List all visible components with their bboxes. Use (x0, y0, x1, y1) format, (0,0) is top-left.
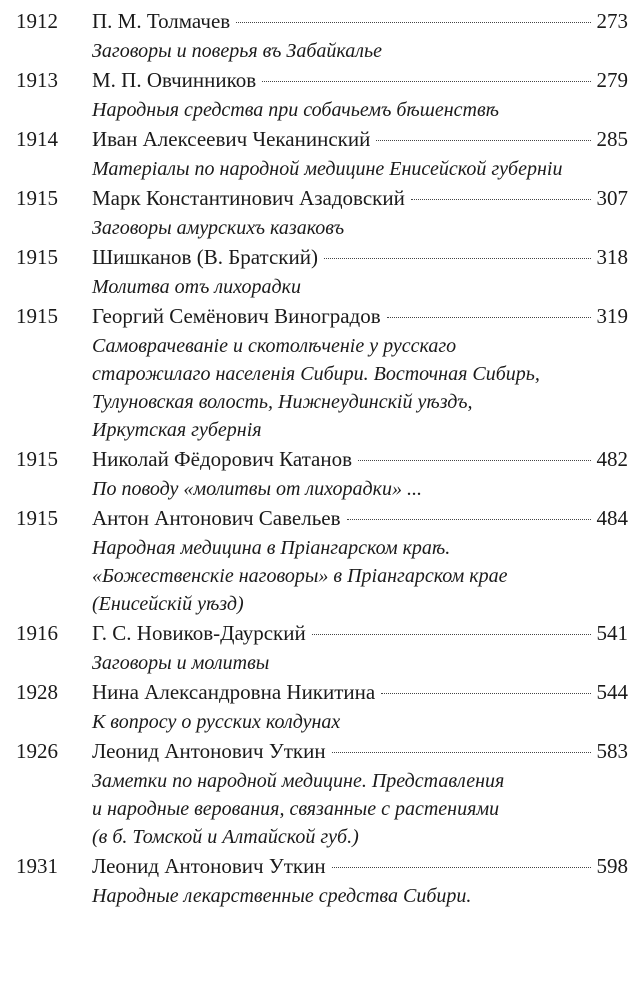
entry-author: Леонид Антонович Уткин (92, 854, 326, 878)
work-title-line: Заговоры амурскихъ казаковъ (92, 217, 345, 239)
entry-page-number: 285 (596, 127, 628, 151)
entry-author: Георгий Семёнович Виноградов (92, 304, 381, 328)
work-title-line: Заговоры и поверья въ Забайкалье (92, 40, 382, 62)
toc-entry-heading (0, 6, 640, 37)
entry-page-number: 307 (596, 186, 628, 210)
entry-work-title (0, 475, 640, 503)
work-title-line: Народная медицина в Пріангарском краѣ. (92, 537, 451, 559)
dot-leader (332, 867, 591, 868)
entry-author: Нина Александровна Никитина (92, 680, 376, 704)
entry-page-number: 541 (596, 621, 628, 645)
entry-page-number: 544 (596, 680, 628, 704)
toc-entry (0, 503, 640, 618)
toc-entry-heading (0, 444, 640, 475)
entry-author: Иван Алексеевич Чеканинский (92, 127, 371, 151)
entry-page-number: 273 (596, 9, 628, 33)
work-title-line: Матеріалы по народной медицине Енисейской губерніи (92, 158, 563, 180)
dot-leader (312, 634, 591, 635)
toc-entry-heading (0, 242, 640, 273)
work-title-line: Молитва отъ лихорадки (92, 276, 301, 298)
entry-year: 1915 (16, 245, 58, 269)
work-title-line: старожилаго населенія Сибири. Восточная Сибирь, (92, 363, 540, 385)
entry-author: Николай Фёдорович Катанов (92, 447, 353, 471)
dot-leader (262, 81, 590, 82)
entry-year: 1928 (16, 680, 58, 704)
work-title-line: Заметки по народной медицине. Представления (92, 770, 505, 792)
entry-author: Марк Константинович Азадовский (92, 186, 405, 210)
entry-work-title (0, 214, 640, 242)
entry-page-number: 583 (596, 739, 628, 763)
toc-entry-heading (0, 301, 640, 332)
entry-work-title (0, 649, 640, 677)
entry-year: 1915 (16, 304, 58, 328)
toc-entry-heading (0, 851, 640, 882)
entry-year: 1913 (16, 68, 58, 92)
toc-entry-heading (0, 503, 640, 534)
dot-leader (376, 140, 590, 141)
toc-entry-heading (0, 65, 640, 96)
entry-work-title (0, 273, 640, 301)
entry-author: П. М. Толмачев (92, 9, 231, 33)
toc-entry (0, 851, 640, 910)
work-title-line: Самоврачеваніе и скотолѣченіе у русскаго (92, 335, 457, 357)
entry-work-title (0, 96, 640, 124)
entry-page-number: 484 (596, 506, 628, 530)
toc-entry-heading (0, 677, 640, 708)
toc-entry (0, 444, 640, 503)
entry-work-title (0, 708, 640, 736)
toc-entry (0, 301, 640, 444)
toc-entry (0, 124, 640, 183)
entry-work-title (0, 332, 640, 444)
work-title-line: Заговоры и молитвы (92, 652, 270, 674)
entry-work-title (0, 37, 640, 65)
entry-work-title (0, 882, 640, 910)
toc-entry (0, 736, 640, 851)
work-title-line: Народные лекарственные средства Сибири. (92, 885, 472, 907)
entry-page-number: 279 (596, 68, 628, 92)
entry-year: 1931 (16, 854, 58, 878)
toc-entry (0, 6, 640, 65)
work-title-line: Народныя средства при собачьемъ бѣшенствѣ (92, 99, 500, 121)
entry-page-number: 319 (596, 304, 628, 328)
entry-year: 1915 (16, 506, 58, 530)
entry-year: 1912 (16, 9, 58, 33)
entry-page-number: 318 (596, 245, 628, 269)
dot-leader (347, 519, 591, 520)
work-title-line: (в б. Томской и Алтайской губ.) (92, 826, 359, 848)
work-title-line: «Божественскіе наговоры» в Пріангарском крае (92, 565, 508, 587)
entry-page-number: 482 (596, 447, 628, 471)
dot-leader (411, 199, 591, 200)
work-title-line: (Енисейскій уѣзд) (92, 593, 244, 615)
entry-year: 1915 (16, 186, 58, 210)
work-title-line: и народные верования, связанные с растениями (92, 798, 500, 820)
entry-year: 1915 (16, 447, 58, 471)
dot-leader (381, 693, 590, 694)
toc-entry (0, 65, 640, 124)
toc-entry-heading (0, 183, 640, 214)
toc-entry (0, 183, 640, 242)
entry-author: Леонид Антонович Уткин (92, 739, 326, 763)
entry-page-number: 598 (596, 854, 628, 878)
work-title-line: К вопросу о русских колдунах (92, 711, 341, 733)
entry-author: М. П. Овчинников (92, 68, 257, 92)
toc-entry-heading (0, 124, 640, 155)
dot-leader (358, 460, 590, 461)
work-title-line: Тулуновская волость, Нижнеудинскій уѣздъ, (92, 391, 473, 413)
work-title-line: По поводу «молитвы от лихорадки» ... (92, 478, 422, 500)
entry-year: 1926 (16, 739, 58, 763)
entry-work-title (0, 155, 640, 183)
entry-year: 1914 (16, 127, 58, 151)
toc-entry (0, 242, 640, 301)
entry-work-title (0, 534, 640, 618)
dot-leader (324, 258, 591, 259)
dot-leader (236, 22, 590, 23)
toc-entry (0, 677, 640, 736)
toc-entry-heading (0, 618, 640, 649)
entry-year: 1916 (16, 621, 58, 645)
work-title-line: Иркутская губернія (92, 419, 262, 441)
entry-author: Шишканов (В. Братский) (92, 245, 318, 269)
entry-author: Г. С. Новиков-Даурский (92, 621, 306, 645)
dot-leader (387, 317, 591, 318)
dot-leader (332, 752, 591, 753)
entry-work-title (0, 767, 640, 851)
toc-entry (0, 618, 640, 677)
table-of-contents (0, 6, 640, 910)
entry-author: Антон Антонович Савельев (92, 506, 341, 530)
toc-entry-heading (0, 736, 640, 767)
